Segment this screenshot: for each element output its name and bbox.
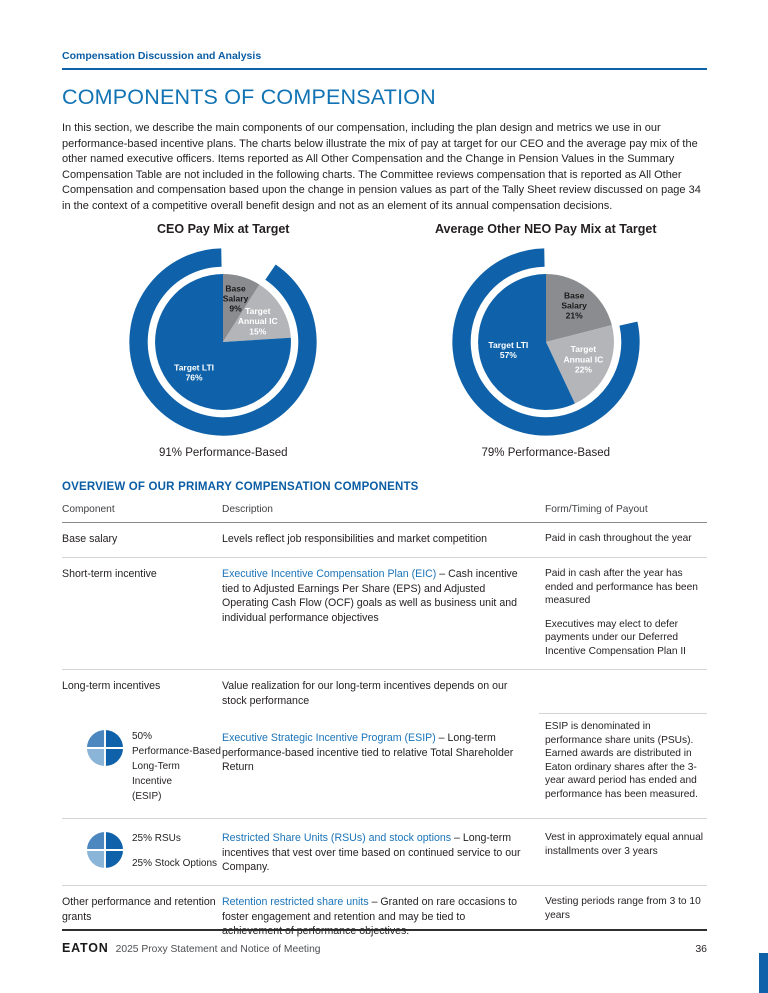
eic-plan-link[interactable]: Executive Incentive Compensation Plan (EIC) xyxy=(222,568,437,581)
esip-label: 50% Performance-Based Long-Term Incentive (ESIP) xyxy=(132,731,221,803)
payout-paragraph: Executives may elect to defer payments under our Deferred Incentive Compensation Plan II xyxy=(545,618,687,657)
overview-heading: OVERVIEW OF OUR PRIMARY COMPENSATION COMPONENTS xyxy=(62,480,419,493)
rsu-options-link[interactable]: Restricted Share Units (RSUs) and stock options xyxy=(222,832,452,845)
footer-left xyxy=(62,939,321,957)
description-cell: Levels reflect job responsibilities and market competition xyxy=(222,532,487,545)
retention-rsu-link[interactable]: Retention restricted share units xyxy=(222,896,369,909)
compensation-components-table xyxy=(62,504,707,950)
description-rest: – Granted on rare occasions to foster engagement and retention and may be tied to achievement of performance objectives. xyxy=(222,896,518,938)
section-eyebrow: Compensation Discussion and Analysis xyxy=(62,50,262,62)
lti-mix-pie-icon xyxy=(86,729,124,767)
col-header-component: Component xyxy=(62,503,115,515)
description-rest: – Long-term incentives that vest over time based on continued service to our Company. xyxy=(222,832,521,874)
intro-paragraph: In this section, we describe the main components of our compensation, including the plan design and metrics we use in our performance-based incentive plans. The charts below illustrate the mix of pay at target for our CEO and the average pay mix of the other named executive officers. Items reported as All Other Compensation and the Change in Pension Values in the Summary Compensation Table are not included in the following charts. The Committee reviews compensation that is reported as All Other Compensation and compensation based upon the change in pension values as part of the Tally Sheet review discussed on page 34 in the context of a competitive overall benefit design and not as an element of its annual compensation decisions. xyxy=(62,122,701,212)
svg-text:BaseSalary21%: Base Salary 21% xyxy=(561,289,587,321)
table-header-row xyxy=(62,504,707,523)
table-row-long-term xyxy=(62,670,707,886)
chart-caption: 79% Performance-Based xyxy=(481,446,610,459)
description-rest: – Cash incentive tied to Adjusted Earnings Per Share (EPS) and Adjusted Operating Cash Flow (OCF) goals as well as business unit and individual performance objectives xyxy=(222,568,518,624)
rsu-media xyxy=(62,818,222,885)
page-footer xyxy=(62,929,707,957)
page-number: 36 xyxy=(695,943,707,955)
payout-cell: Paid in cash throughout the year xyxy=(545,532,692,544)
description-cell xyxy=(222,713,539,818)
description-cell xyxy=(222,818,539,885)
description-rest: – Long-term performance-based incentive tied to relative Total Shareholder Return xyxy=(222,732,514,774)
header-rule xyxy=(62,68,707,70)
svg-text:TargetAnnual IC22%: Target Annual IC 22% xyxy=(563,343,604,375)
payout-paragraph: Paid in cash after the year has ended and performance has been measured xyxy=(545,568,698,607)
component-cell: Long-term incentives xyxy=(62,680,161,693)
table-row-short-term xyxy=(62,558,707,670)
neo-pay-mix-chart xyxy=(385,222,708,459)
esip-program-link[interactable]: Executive Strategic Incentive Program (ESIP) xyxy=(222,732,436,745)
description-cell xyxy=(222,567,539,658)
svg-text:Target LTI76%: Target LTI 76% xyxy=(174,362,215,383)
esip-media xyxy=(62,713,222,818)
table-row-base-salary xyxy=(62,523,707,559)
page-title: COMPONENTS OF COMPENSATION xyxy=(62,85,436,109)
svg-text:TargetAnnual IC15%: Target Annual IC 15% xyxy=(238,305,278,336)
page-content xyxy=(62,0,707,950)
chart-caption: 91% Performance-Based xyxy=(159,446,288,459)
payout-cell: Vest in approximately equal annual installments over 3 years xyxy=(539,818,707,885)
ceo-pay-mix-pie-svg xyxy=(122,241,324,443)
lti-mix-pie-icon xyxy=(86,831,124,869)
pay-mix-charts-section xyxy=(62,222,707,459)
payout-cell: Vesting periods range from 3 to 10 years xyxy=(545,896,701,921)
col-header-description: Description xyxy=(222,503,273,515)
component-cell: Base salary xyxy=(62,532,118,545)
neo-pay-mix-pie-svg xyxy=(445,241,647,443)
component-cell: Short-term incentive xyxy=(62,568,157,581)
chart-title: Average Other NEO Pay Mix at Target xyxy=(434,221,657,236)
eaton-logo: EATON xyxy=(62,941,109,955)
payout-cell: ESIP is denominated in performance share units (PSUs). Earned awards are distributed in Eaton ordinary shares after the 3-year award period has ended and performance has been measured. xyxy=(539,713,707,811)
col-header-payout: Form/Timing of Payout xyxy=(545,503,648,515)
section-color-tab xyxy=(759,953,768,993)
svg-text:Target LTI57%: Target LTI 57% xyxy=(488,339,529,360)
chart-title: CEO Pay Mix at Target xyxy=(157,221,290,236)
ceo-pay-mix-chart xyxy=(62,222,385,459)
component-cell: Other performance and retention grants xyxy=(62,896,216,923)
rsu-label: 25% RSUs 25% Stock Options xyxy=(132,833,218,870)
footer-text: 2025 Proxy Statement and Notice of Meeting xyxy=(115,944,321,955)
svg-text:BaseSalary9%: Base Salary 9% xyxy=(223,283,249,314)
description-cell: Value realization for our long-term incentives depends on our stock performance xyxy=(222,680,508,707)
payout-cell xyxy=(539,567,707,658)
